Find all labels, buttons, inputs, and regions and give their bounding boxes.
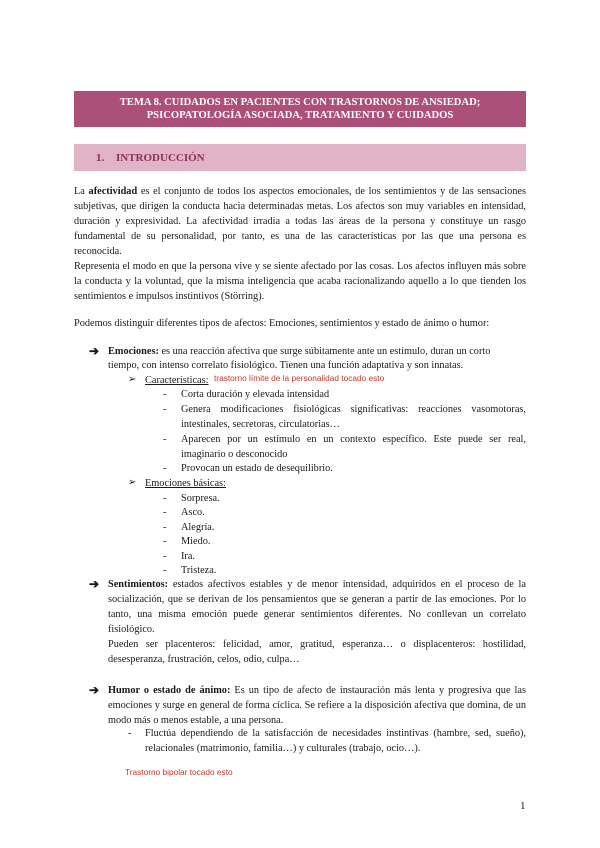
intro-paragraph-2: Representa el modo en que la persona vive y se siente afectado por las cosas. Los afectos influyen más sobre la conducta y la voluntad, que la misma inteligencia que acaba racionalizando aquello a lo que tienden los sentimientos e impulsos instintivos (Störring). xyxy=(74,261,526,302)
section-label: INTRODUCCIÓN xyxy=(116,151,205,164)
section-heading xyxy=(74,144,526,171)
emocion-basica-item: Ira. xyxy=(181,551,196,562)
dash-icon: - xyxy=(163,565,167,576)
emocion-basica-item: Asco. xyxy=(181,507,205,518)
dash-icon: - xyxy=(163,536,167,547)
title-line-1: TEMA 8. CUIDADOS EN PACIENTES CON TRASTORNOS DE ANSIEDAD; xyxy=(119,97,481,108)
arrow-bullet-icon: ➔ xyxy=(89,683,100,697)
document-title xyxy=(74,91,526,127)
intro-p1-start: La xyxy=(74,186,89,197)
caracteristica-item: Aparecen por un estímulo en un contexto específico. Este puede ser real, imaginario o desconocido xyxy=(181,434,526,460)
caracteristica-item: Corta duración y elevada intensidad xyxy=(181,389,330,400)
emociones-text-1: es una reacción afectiva que surge súbitamente ante un estímulo, duran un corto xyxy=(158,346,491,357)
title-line-2: PSICOPATOLOGÍA ASOCIADA, TRATAMIENTO Y CUIDADOS xyxy=(146,110,454,121)
emocion-basica-item: Alegría. xyxy=(181,522,215,533)
page-number: 1 xyxy=(520,800,526,812)
annotation-personalidad: trastorno límite de la personalidad tocado esto xyxy=(214,373,385,383)
dash-icon: - xyxy=(163,551,167,562)
dash-icon: - xyxy=(163,493,167,504)
emocion-basica-item: Tristeza. xyxy=(181,565,217,576)
humor-term: Humor o estado de ánimo: xyxy=(108,685,231,696)
humor-paragraph xyxy=(108,683,526,728)
intro-term-afectividad: afectividad xyxy=(88,186,138,197)
emociones-line-2: tiempo, con intenso correlato fisiológico. Tienen una función adaptativa y son innatas. xyxy=(108,360,464,371)
emociones-term: Emociones: xyxy=(108,346,159,357)
arrow-bullet-icon: ➔ xyxy=(89,344,100,358)
sentimientos-paragraph-2: Pueden ser placenteros: felicidad, amor, gratitud, esperanza… o displacenteros: hostilidad, desesperanza, frustración, celos, odio, culpa… xyxy=(108,639,526,665)
humor-text: Es un tipo de afecto de instauración más lenta y progresiva que las emociones y surge en general de forma cíclica. Se refiere a la disposición afectiva que domina, de un modo más o menos estable, a una persona. xyxy=(108,685,526,726)
dash-icon: - xyxy=(163,507,167,518)
emocion-basica-item: Sorpresa. xyxy=(181,493,220,504)
caracteristica-item: Genera modificaciones fisiológicas significativas: reacciones vasomotoras, intestinales, secretoras, circulatorias… xyxy=(181,404,526,430)
humor-bullet: Fluctúa dependiendo de la satisfacción de necesidades instintivas (hambre, sed, sueño), relacionales (matrimonio, familia…) y culturales (trabajo, ocio…). xyxy=(145,728,526,754)
sentimientos-paragraph xyxy=(108,577,526,637)
annotation-bipolar: Trastorno bipolar tocado esto xyxy=(125,767,233,777)
arrow-bullet-icon: ➔ xyxy=(89,577,100,591)
intro-paragraph-3: Podemos distinguir diferentes tipos de afectos: Emociones, sentimientos y estado de ánimo o humor: xyxy=(74,318,490,329)
intro-p1-rest: es el conjunto de todos los aspectos emocionales, de los sentimientos y de las sensaciones subjetivas, que dirigen la conducta hacia determinadas metas. Los afectos son muy variables en intensidad, duración y expresividad. La afectividad irradia a todas las áreas de la persona y constituye un rasgo fundamental de su personalidad, por tanto, es una de las características por las que una persona es reconocida. xyxy=(74,186,527,257)
dash-icon: - xyxy=(163,404,167,415)
chevron-bullet-icon: ➢ xyxy=(128,374,137,385)
intro-paragraph-1 xyxy=(74,184,526,259)
basicas-label: Emociones básicas: xyxy=(145,478,226,489)
sentimientos-term: Sentimientos: xyxy=(108,579,169,590)
dash-icon: - xyxy=(163,463,167,474)
emociones-line-1 xyxy=(108,344,490,359)
dash-icon: - xyxy=(128,728,132,739)
dash-icon: - xyxy=(163,434,167,445)
dash-icon: - xyxy=(163,389,167,400)
sentimientos-text: estados afectivos estables y de menor intensidad, adquiridos en el proceso de la socialización, que se derivan de los pensamientos que se generan a partir de las emociones. Por lo tanto, una misma emoción puede generar sentimientos diferentes. No conllevan un correlato fisiológico. xyxy=(108,579,526,635)
emocion-basica-item: Miedo. xyxy=(181,536,211,547)
caracteristica-item: Provocan un estado de desequilibrio. xyxy=(181,463,333,474)
dash-icon: - xyxy=(163,522,167,533)
section-number: 1. xyxy=(96,151,105,164)
caracteristicas-label: Características: xyxy=(145,375,209,386)
chevron-bullet-icon: ➢ xyxy=(128,477,137,488)
